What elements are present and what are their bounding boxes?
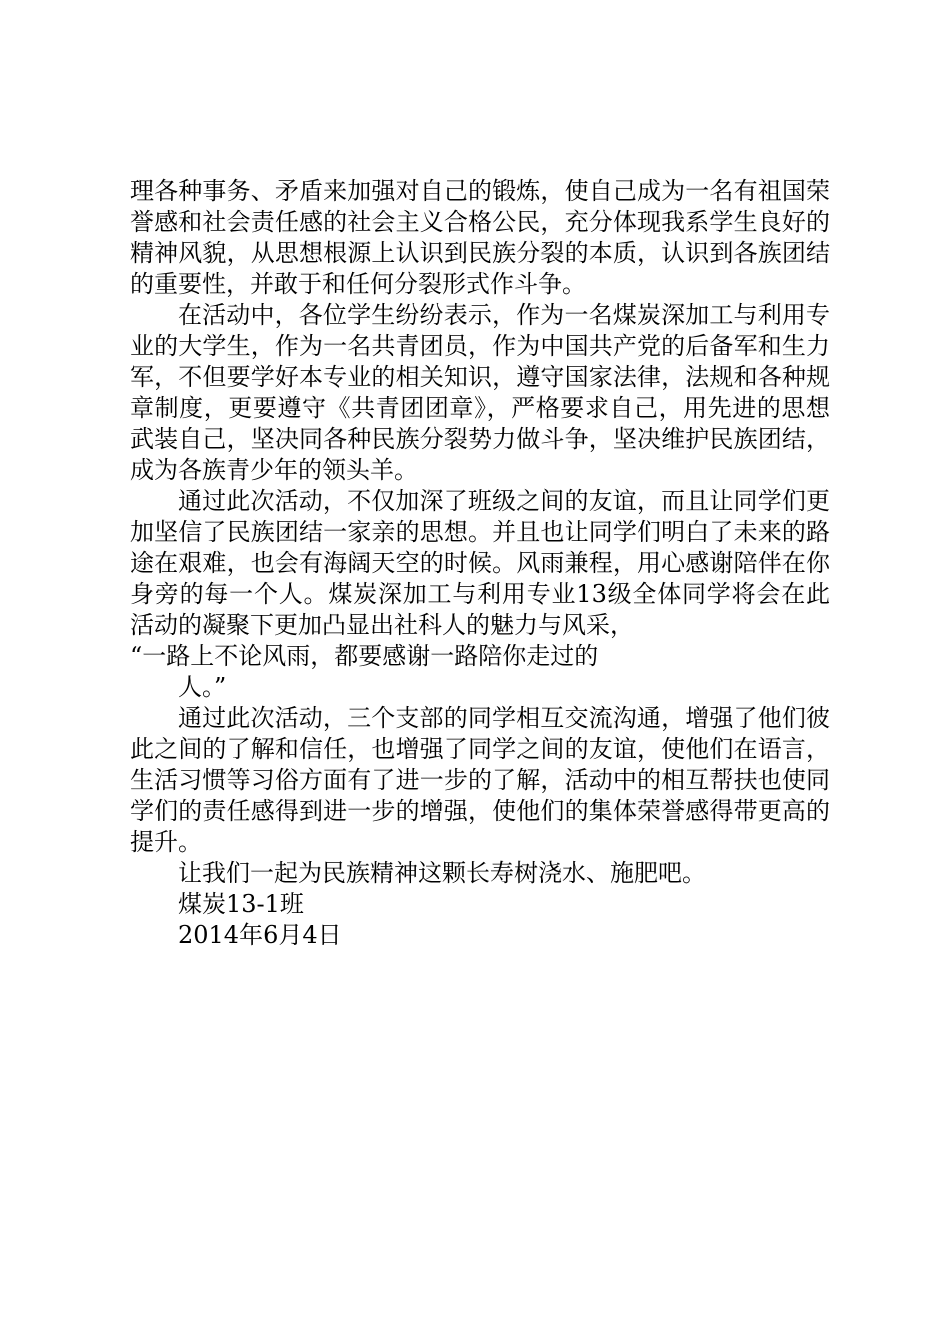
date: 2014年6月4日 [178, 921, 342, 949]
signature: 煤炭13-1班 [178, 890, 304, 918]
quote-line-end: 人。” [178, 673, 227, 701]
paragraph-continued: 理各种事务、矛盾来加强对自己的锻炼，使自己成为一名有祖国荣誉感和社会责任感的社会主义合格公民，充分体现我系学生良好的精神风貌，从思想根源上认识到民族分裂的本质，认识到各族团结的重要性，并敢于和任何分裂形式作斗争。 [130, 177, 830, 298]
quote-line: “一路上不论风雨，都要感谢一路陪你走过的 [130, 642, 599, 670]
closing-line: 让我们一起为民族精神这颗长寿树浇水、施肥吧。 [178, 859, 706, 887]
paragraph-activity-results: 通过此次活动，不仅加深了班级之间的友谊，而且让同学们更加坚信了民族团结一家亲的思想。并且也让同学们明白了未来的路途在艰难，也会有海阔天空的时候。风雨兼程，用心感谢陪伴在你身旁的每一个人。煤炭深加工与利用专业13级全体同学将会在此活动的凝聚下更加凸显出社科人的魅力与风采， [130, 487, 830, 639]
document-body [130, 176, 830, 951]
paragraph-activity-statements: 在活动中，各位学生纷纷表示，作为一名煤炭深加工与利用专业的大学生，作为一名共青团员，作为中国共产党的后备军和生力军，不但要学好本专业的相关知识，遵守国家法律，法规和各种规章制度，更要遵守《共青团团章》，严格要求自己，用先进的思想武装自己，坚决同各种民族分裂势力做斗争，坚决维护民族团结，成为各族青少年的领头羊。 [130, 301, 830, 484]
paragraph-branch-exchange: 通过此次活动，三个支部的同学相互交流沟通，增强了他们彼此之间的了解和信任，也增强了同学之间的友谊，使他们在语言，生活习惯等习俗方面有了进一步的了解，活动中的相互帮扶也使同学们的责任感得到进一步的增强，使他们的集体荣誉感得带更高的提升。 [130, 704, 830, 856]
